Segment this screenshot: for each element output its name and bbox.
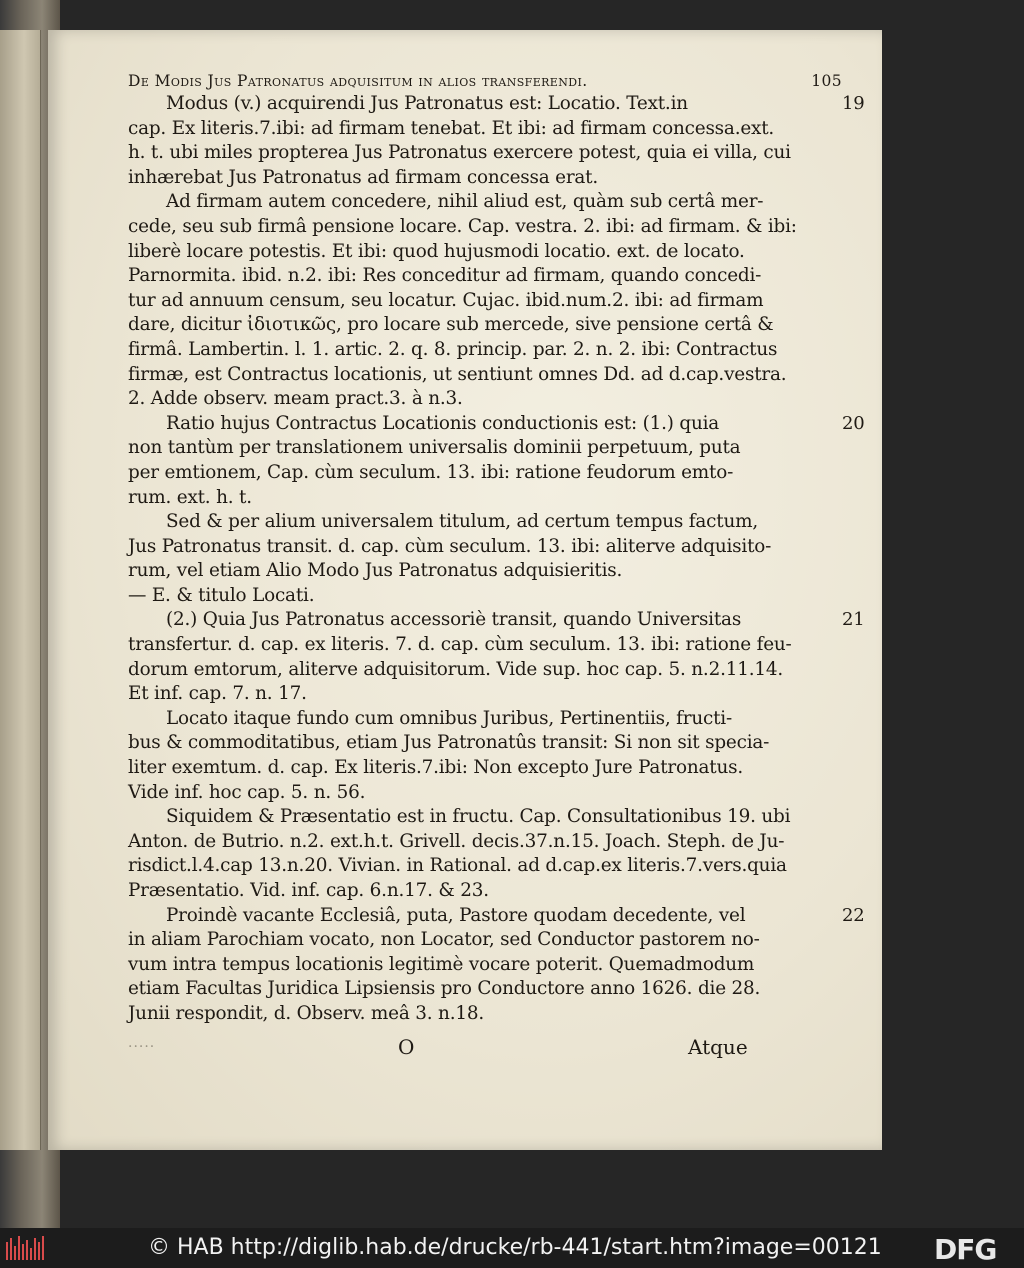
copyright-link[interactable]: © HAB http://diglib.hab.de/drucke/rb-441/start.htm?image=00121 [148,1235,882,1260]
text-line [128,387,834,412]
text-line [128,633,834,658]
line-text: per emtionem, Cap. cùm seculum. 13. ibi: ratione feudorum emto- [128,461,734,483]
hab-logo-icon [6,1236,46,1260]
text-line [128,436,834,461]
text-line [128,830,834,855]
running-title: De Modis Jus Patronatus adquisitum in alios transferendi. [128,72,588,90]
line-text: Anton. de Butrio. n.2. ext.h.t. Grivell. decis.37.n.15. Joach. Steph. de Ju- [128,830,785,852]
text-line [128,854,834,879]
page-text-block [128,70,865,1065]
line-text: cap. Ex literis.7.ibi: ad firmam tenebat. Et ibi: ad firmam concessa.ext. [128,117,775,139]
text-line [128,190,834,215]
margin-number: 19 [842,93,865,114]
text-line [128,805,834,830]
text-line [128,904,865,929]
footer-line [128,1035,834,1065]
text-line [128,682,834,707]
line-text: firmæ, est Contractus locationis, ut sentiunt omnes Dd. ad d.cap.vestra. [128,363,787,385]
body-lines [128,92,865,1027]
text-line [128,117,834,142]
line-text: dare, dicitur ἰδιοτικῶς, pro locare sub mercede, sive pensione certâ & [128,314,774,336]
line-text: etiam Facultas Juridica Lipsiensis pro Conductore anno 1626. die 28. [128,978,761,1000]
footer-bar [0,1228,1024,1268]
line-text: liberè locare potestis. Et ibi: quod hujusmodi locatio. ext. de locato. [128,240,745,262]
line-text: Siquidem & Præsentatio est in fructu. Cap. Consultationibus 19. ubi [166,806,791,828]
line-text: risdict.l.4.cap 13.n.20. Vivian. in Rational. ad d.cap.ex literis.7.vers.quia [128,855,787,877]
text-line [128,510,834,535]
line-text: Præsentatio. Vid. inf. cap. 6.n.17. & 23. [128,880,489,901]
ink-smudge: ····· [128,1038,156,1055]
text-line [128,658,834,683]
line-text: in aliam Parochiam vocato, non Locator, sed Conductor pastorem no- [128,929,760,951]
margin-number: 21 [842,609,865,631]
text-line [128,264,834,289]
text-line [128,461,834,486]
line-text: transfertur. d. cap. ex literis. 7. d. cap. cùm seculum. 13. ibi: ratione feu- [128,634,792,656]
dfg-logo: DFG [934,1233,997,1266]
text-line [128,928,834,953]
margin-number: 22 [842,904,865,926]
line-text: inhærebat Jus Patronatus ad firmam concessa erat. [128,166,599,188]
line-text: 2. Adde observ. meam pract.3. à n.3. [128,388,463,410]
line-text: Sed & per alium universalem titulum, ad certum tempus factum, [166,511,758,533]
line-text: Et inf. cap. 7. n. 17. [128,683,307,705]
line-text: non tantùm per translationem universalis dominii perpetuum, puta [128,437,741,459]
text-line [128,363,834,388]
text-line [128,731,834,756]
catchword: Atque [688,1034,748,1059]
text-line [128,756,834,781]
line-text: tur ad annuum censum, seu locatur. Cujac. ibid.num.2. ibi: ad firmam [128,289,764,311]
line-text: Ad firmam autem concedere, nihil aliud est, quàm sub certâ mer- [166,191,764,213]
line-text: Locato itaque fundo cum omnibus Juribus, Pertinentiis, fructi- [166,707,733,729]
running-header [128,70,842,92]
book-page [48,30,882,1150]
line-text: liter exemtum. d. cap. Ex literis.7.ibi: Non excepto Jure Patronatus. [128,757,743,779]
text-line [128,313,834,338]
line-text: rum. ext. h. t. [128,486,252,508]
line-text: vum intra tempus locationis legitimè vocare poterit. Quemadmodum [128,953,755,975]
text-line [128,240,834,265]
text-line [128,1002,834,1027]
text-line [128,289,834,314]
text-line [128,953,834,978]
line-text: cede, seu sub firmâ pensione locare. Cap. vestra. 2. ibi: ad firmam. & ibi: [128,215,797,237]
line-text: Jus Patronatus transit. d. cap. cùm seculum. 13. ibi: aliterve adquisito- [128,535,772,557]
text-line [128,412,865,437]
line-text: bus & commoditatibus, etiam Jus Patronatûs transit: Si non sit specia- [128,732,770,754]
line-text: Ratio hujus Contractus Locationis conductionis est: (1.) quia [166,412,720,434]
margin-number: 20 [842,412,865,434]
line-text: Parnormita. ibid. n.2. ibi: Res conceditur ad firmam, quando concedi- [128,265,762,287]
text-line [128,584,834,609]
line-text: Proindè vacante Ecclesiâ, puta, Pastore quodam decedente, vel [166,904,746,926]
text-line [128,707,834,732]
line-text: — E. & titulo Locati. [128,584,315,606]
line-text: rum, vel etiam Alio Modo Jus Patronatus adquisieritis. [128,560,623,582]
text-line [128,559,834,584]
text-line [128,166,834,191]
line-text: dorum emtorum, aliterve adquisitorum. Vide sup. hoc cap. 5. n.2.11.14. [128,658,784,680]
line-text: Junii respondit, d. Observ. meâ 3. n.18. [128,1002,484,1024]
text-line [128,92,865,117]
signature-mark: O [398,1034,415,1059]
text-line [128,781,834,806]
line-text: firmâ. Lambertin. l. 1. artic. 2. q. 8. princip. par. 2. n. 2. ibi: Contractus [128,338,778,360]
text-line [128,215,834,240]
line-text: (2.) Quia Jus Patronatus accessoriè transit, quando Universitas [166,609,742,631]
text-line [128,486,834,511]
line-text: Modus (v.) acquirendi Jus Patronatus est: Locatio. Text.in [166,93,688,114]
text-line [128,879,834,904]
previous-page-edge [0,30,41,1150]
page-number: 105 [811,72,842,90]
text-line [128,535,834,560]
text-line [128,608,865,633]
text-line [128,338,834,363]
line-text: h. t. ubi miles propterea Jus Patronatus exercere potest, quia ei villa, cui [128,142,791,164]
text-line [128,977,834,1002]
line-text: Vide inf. hoc cap. 5. n. 56. [128,781,366,803]
text-line [128,141,834,166]
